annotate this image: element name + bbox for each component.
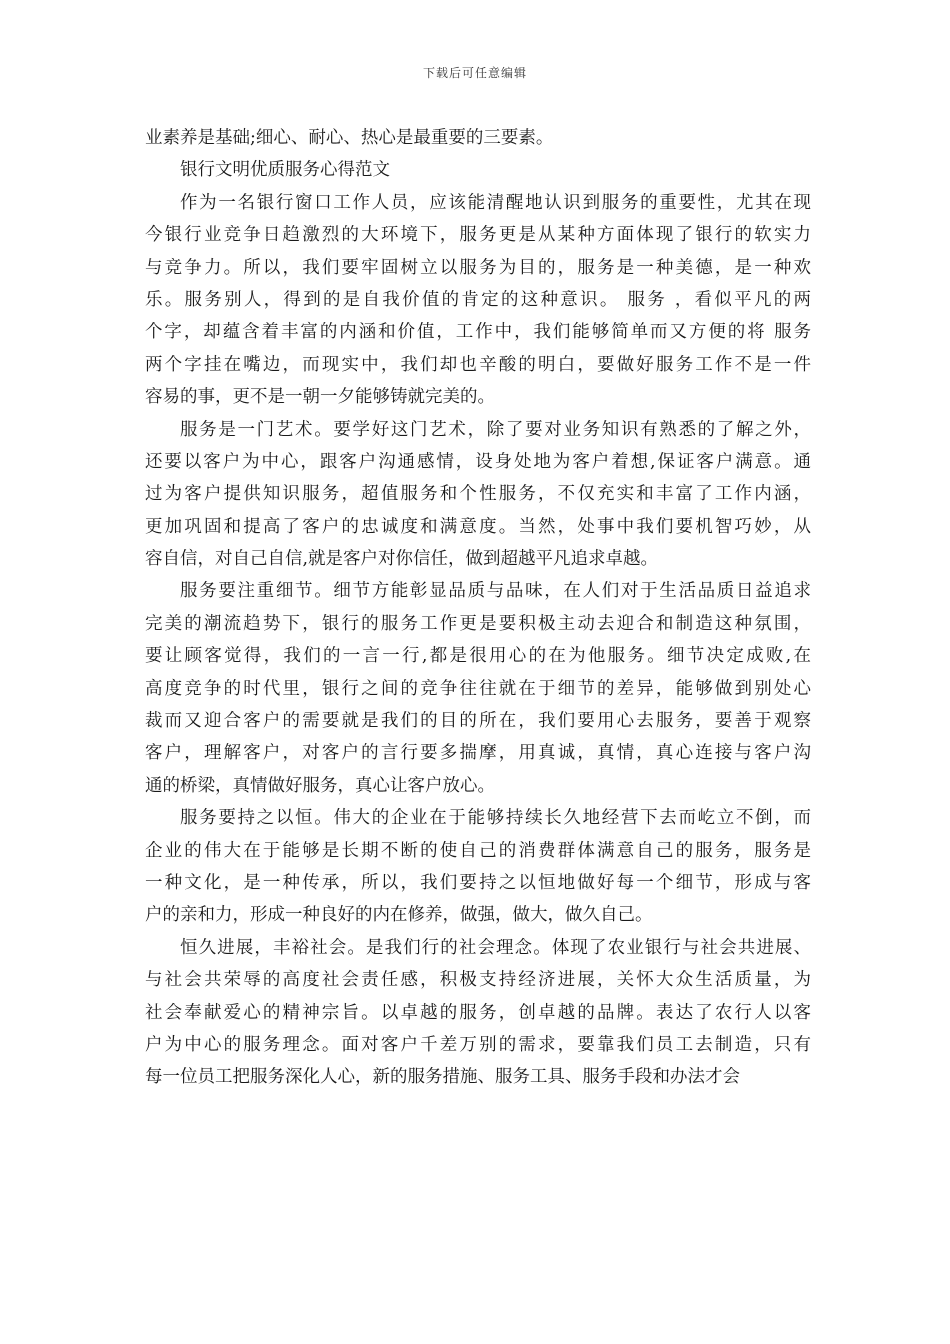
text-line: 恒久进展，丰裕社会。是我们行的社会理念。体现了农业银行与社会共进展、 [180, 937, 811, 958]
text-line: 还要以客户为中心，跟客户沟通感情，设身处地为客户着想,保证客户满意。通 [145, 451, 811, 472]
text-line: 过为客户提供知识服务，超值服务和个性服务，不仅充实和丰富了工作内涵， [145, 484, 811, 505]
text-line: 一种文化，是一种传承，所以，我们要持之以恒地做好每一个细节，形成与客 [145, 872, 811, 893]
paragraph [145, 932, 811, 1094]
text-line: 个字，却蕴含着丰富的内涵和价值，工作中，我们能够简单而又方便的将 服务 [145, 322, 811, 343]
paragraph [145, 414, 811, 576]
text-line: 社会奉献爱心的精神宗旨。以卓越的服务，创卓越的品牌。表达了农行人以客 [145, 1002, 811, 1023]
paragraph [145, 122, 811, 154]
text-line: 乐。服务别人，得到的是自我价值的肯定的这种意识。 服务 ，看似平凡的两 [145, 289, 811, 310]
text-line: 容易的事，更不是一朝一夕能够铸就完美的。 [145, 387, 495, 408]
text-line: 与社会共荣辱的高度社会责任感，积极支持经济进展，关怀大众生活质量，为 [145, 970, 811, 991]
text-line: 业素养是基础;细心、耐心、热心是最重要的三要素。 [145, 128, 554, 148]
document-body [145, 122, 811, 1094]
text-line: 户为中心的服务理念。面对客户千差万别的需求，要靠我们员工去制造，只有 [145, 1034, 811, 1055]
text-line: 客户，理解客户，对客户的言行要多揣摩，用真诚，真情，真心连接与客户沟 [145, 743, 811, 764]
text-line: 服务要注重细节。细节方能彰显品质与品味，在人们对于生活品质日益追求 [180, 581, 811, 602]
text-line: 高度竞争的时代里，银行之间的竞争往往就在于细节的差异，能够做到别处心 [145, 678, 811, 699]
page-header: 下载后可任意编辑 [422, 66, 527, 80]
text-line: 户的亲和力，形成一种良好的内在修养，做强，做大，做久自己。 [145, 905, 653, 926]
text-line: 与竞争力。所以，我们要牢固树立以服务为目的，服务是一种美德，是一种欢 [145, 257, 811, 278]
text-line: 服务是一门艺术。要学好这门艺术，除了要对业务知识有熟悉的了解之外， [180, 419, 811, 440]
paragraph [145, 187, 811, 414]
text-line: 裁而又迎合客户的需要就是我们的目的所在，我们要用心去服务，要善于观察 [145, 711, 811, 732]
text-line: 通的桥梁，真情做好服务，真心让客户放心。 [145, 775, 495, 796]
text-line: 企业的伟大在于能够是长期不断的使自己的消费群体满意自己的服务，服务是 [145, 840, 811, 861]
text-line: 两个字挂在嘴边，而现实中，我们却也辛酸的明白，要做好服务工作不是一件 [145, 354, 811, 375]
paragraph [145, 575, 811, 802]
text-line: 服务要持之以恒。伟大的企业在于能够持续长久地经营下去而屹立不倒，而 [180, 808, 811, 829]
text-line: 今银行业竞争日趋激烈的大环境下，服务更是从某种方面体现了银行的软实力 [145, 225, 811, 246]
text-line: 要让顾客觉得，我们的一言一行,都是很用心的在为他服务。细节决定成败,在 [145, 646, 811, 667]
paragraph [145, 154, 811, 186]
text-line: 银行文明优质服务心得范文 [180, 160, 390, 181]
text-line: 每一位员工把服务深化人心，新的服务措施、服务工具、服务手段和办法才会 [145, 1067, 740, 1088]
paragraph [145, 802, 811, 932]
text-line: 更加巩固和提高了客户的忠诚度和满意度。当然，处事中我们要机智巧妙，从 [145, 516, 811, 537]
text-line: 作为一名银行窗口工作人员，应该能清醒地认识到服务的重要性，尤其在现 [180, 192, 811, 213]
text-line: 完美的潮流趋势下，银行的服务工作更是要积极主动去迎合和制造这种氛围， [145, 613, 811, 634]
text-line: 容自信，对自己自信,就是客户对你信任，做到超越平凡追求卓越。 [145, 549, 659, 570]
